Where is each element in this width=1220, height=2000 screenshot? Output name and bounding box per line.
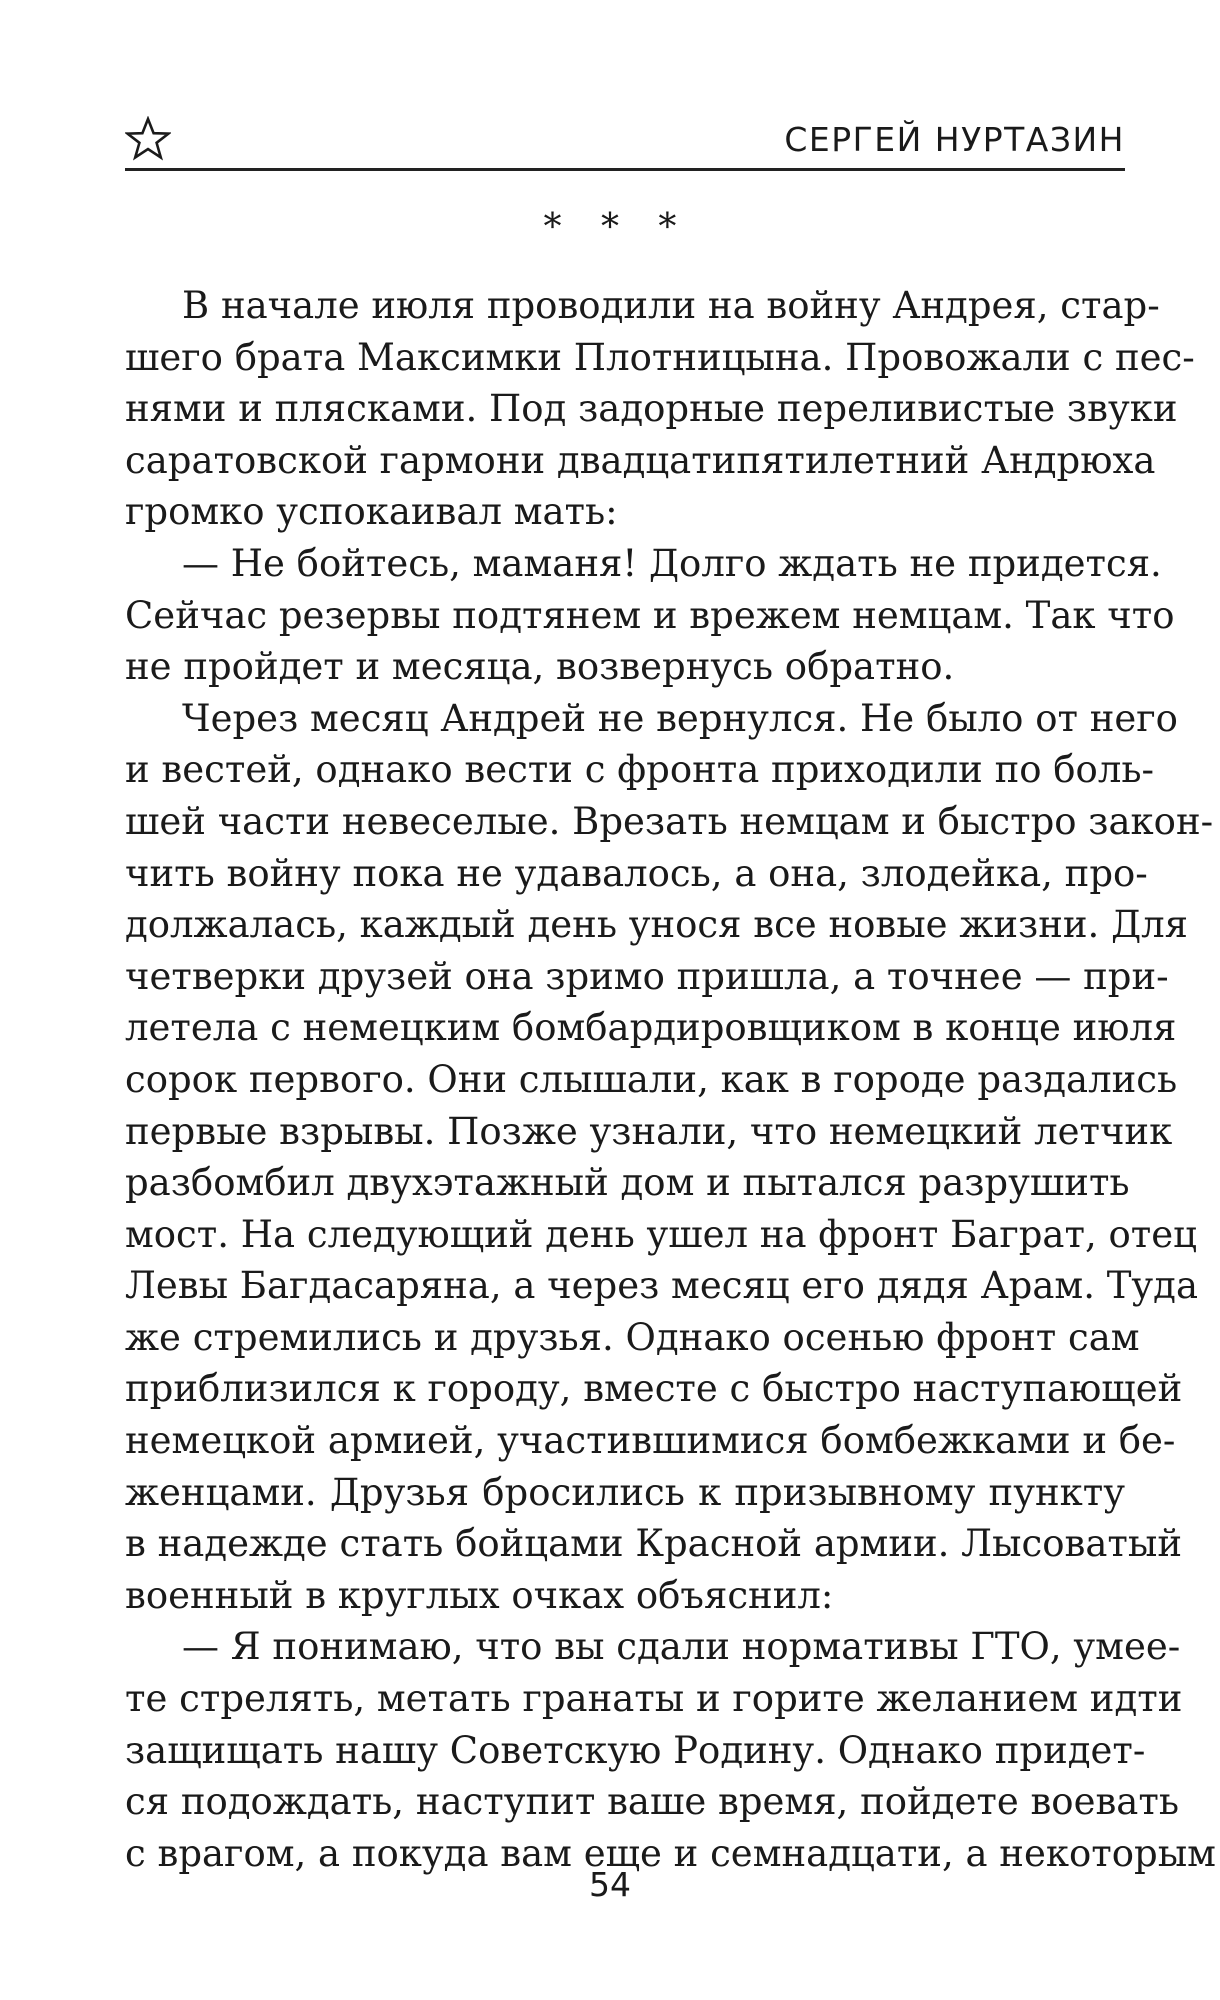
text-line: защищать нашу Советскую Родину. Однако придет- — [125, 1728, 1146, 1772]
text-line: шего брата Максимки Плотницына. Провожали с пес- — [125, 335, 1195, 379]
text-line: женцами. Друзья бросились к призывному пункту — [125, 1470, 1125, 1514]
text-line: сорок первого. Они слышали, как в городе раздались — [125, 1057, 1178, 1101]
text-line: военный в круглых очках объяснил: — [125, 1573, 834, 1617]
text-line: первые взрывы. Позже узнали, что немецкий летчик — [125, 1109, 1173, 1153]
text-line: приблизился к городу, вместе с быстро наступающей — [125, 1367, 1183, 1411]
text-line: не пройдет и месяца, возвернусь обратно. — [125, 645, 955, 689]
text-line: шей части невеселые. Врезать немцам и быстро закон- — [125, 799, 1214, 843]
text-line: громко успокаивал мать: — [125, 490, 618, 534]
text-line: разбомбил двухэтажный дом и пытался разрушить — [125, 1161, 1130, 1205]
page-number: 54 — [589, 1865, 631, 1904]
text-line: с врагом, а покуда вам еще и семнадцати, а некоторым — [125, 1831, 1216, 1875]
text-line: Левы Багдасаряна, а через месяц его дядя Арам. Туда — [125, 1264, 1199, 1308]
text-line: должалась, каждый день унося все новые жизни. Для — [125, 903, 1188, 947]
text-line: — Не бойтесь, маманя! Долго ждать не придется. — [182, 541, 1162, 585]
text-line: и вестей, однако вести с фронта приходили по боль- — [125, 748, 1154, 792]
text-line: саратовской гармони двадцатипятилетний Андрюха — [125, 438, 1156, 482]
text-line: Сейчас резервы подтянем и врежем немцам. Так что — [125, 593, 1175, 637]
star-outline-icon — [125, 116, 171, 162]
text-line: в надежде стать бойцами Красной армии. Лысоватый — [125, 1522, 1182, 1566]
text-line: немецкой армией, участившимися бомбежками и бе- — [125, 1419, 1176, 1463]
running-header — [125, 112, 1125, 172]
text-line: — Я понимаю, что вы сдали нормативы ГТО, умее- — [182, 1625, 1181, 1669]
author-name: СЕРГЕЙ НУРТАЗИН — [784, 120, 1125, 159]
text-line: те стрелять, метать гранаты и горите желанием идти — [125, 1677, 1183, 1721]
text-line: летела с немецким бомбардировщиком в конце июля — [125, 1006, 1177, 1050]
text-line: Через месяц Андрей не вернулся. Не было от него — [182, 696, 1178, 740]
text-line: мост. На следующий день ушел на фронт Баграт, отец — [125, 1212, 1197, 1256]
text-line: четверки друзей она зримо пришла, а точнее — при- — [125, 954, 1169, 998]
header-rule — [125, 168, 1125, 171]
text-line: чить войну пока не удавалось, а она, злодейка, про- — [125, 851, 1148, 895]
text-line: В начале июля проводили на войну Андрея, стар- — [182, 284, 1160, 327]
text-line: ся подождать, наступит ваше время, пойдете воевать — [125, 1780, 1179, 1824]
text-line: же стремились и друзья. Однако осенью фронт сам — [125, 1315, 1140, 1359]
body-text — [125, 280, 1216, 1879]
text-line: нями и плясками. Под задорные переливистые звуки — [125, 387, 1178, 431]
section-separator: * * * — [543, 207, 691, 248]
